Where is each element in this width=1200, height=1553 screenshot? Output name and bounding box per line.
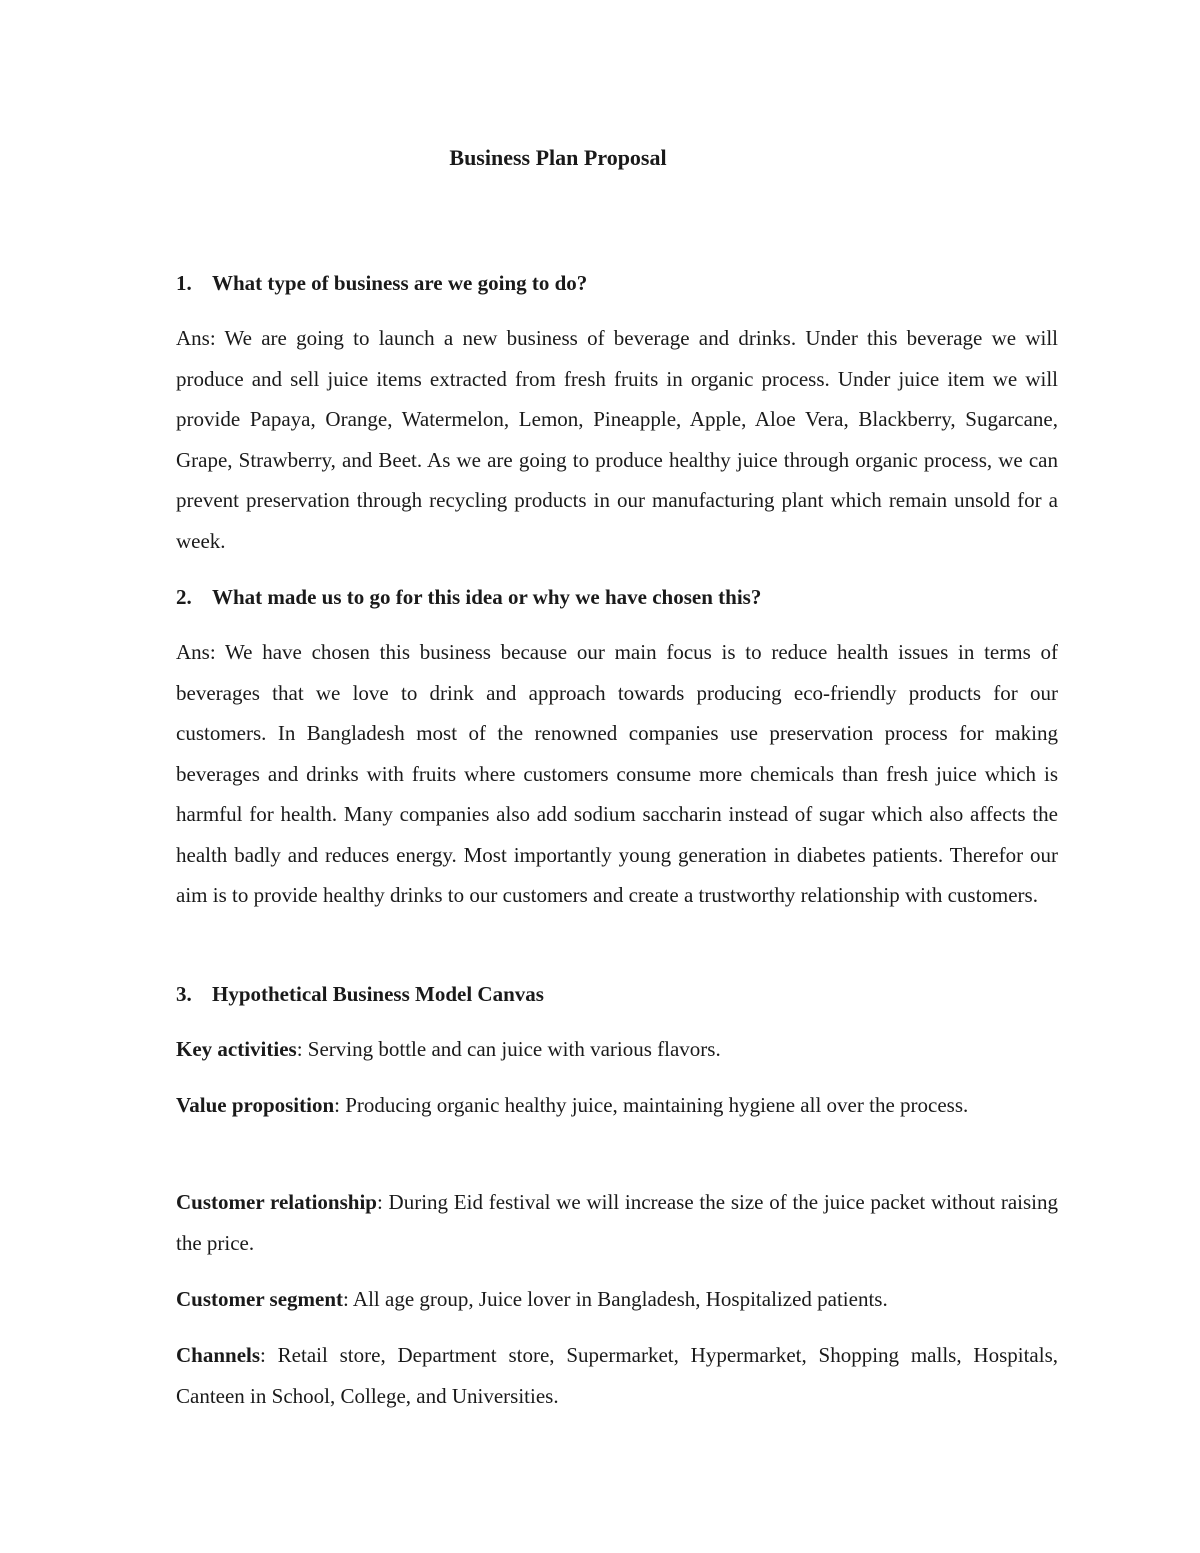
document-title: Business Plan Proposal xyxy=(449,145,667,170)
canvas-customer-relationship xyxy=(176,1182,1058,1263)
canvas-text: : During Eid festival we will increase the size of the juice packet without raising the price. xyxy=(176,1190,1059,1255)
section-2-heading xyxy=(176,582,1058,612)
canvas-term: Value proposition xyxy=(176,1093,335,1117)
canvas-channels xyxy=(176,1335,1058,1416)
section-1-heading xyxy=(176,268,1058,298)
canvas-value-proposition xyxy=(176,1085,1058,1126)
section-3-heading-text: Hypothetical Business Model Canvas xyxy=(212,982,544,1006)
canvas-text: : Producing organic healthy juice, maintaining hygiene all over the process. xyxy=(334,1093,969,1117)
section-1-number: 1. xyxy=(176,271,192,295)
canvas-term: Channels xyxy=(176,1343,261,1367)
canvas-key-activities xyxy=(176,1029,1058,1070)
canvas-term: Key activities xyxy=(176,1037,297,1061)
section-2-number: 2. xyxy=(176,585,192,609)
section-1-answer: Ans: We are going to launch a new business of beverage and drinks. Under this beverage we will produce and sell juice items extracted from fresh fruits in organic process. Under juice item we will provide Papaya, Orange, Watermelon, Lemon, Pineapple, Apple, Aloe Vera, Blackberry, Sugarcane, Grape, Strawberry, and Beet. As we are going to produce healthy juice through organic process, we can prevent preservation through recycling products in our manufacturing plant which remain unsold for a week. xyxy=(176,326,1058,553)
canvas-text: : All age group, Juice lover in Bangladesh, Hospitalized patients. xyxy=(343,1287,888,1311)
canvas-text: : Retail store, Department store, Supermarket, Hypermarket, Shopping malls, Hospitals, Canteen in School, College, and Universities. xyxy=(176,1343,1058,1408)
canvas-text: : Serving bottle and can juice with various flavors. xyxy=(296,1037,721,1061)
section-3-number: 3. xyxy=(176,982,192,1006)
section-1-heading-text: What type of business are we going to do? xyxy=(212,271,588,295)
section-2-heading-text: What made us to go for this idea or why we have chosen this? xyxy=(212,585,762,609)
canvas-term: Customer relationship xyxy=(176,1190,377,1214)
canvas-customer-segment xyxy=(176,1279,1058,1320)
canvas-term: Customer segment xyxy=(176,1287,343,1311)
section-2-answer: Ans: We have chosen this business because our main focus is to reduce health issues in terms of beverages that we love to drink and approach towards producing eco-friendly products for our customers. In Bangladesh most of the renowned companies use preservation process for making beverages and drinks with fruits where customers consume more chemicals than fresh juice which is harmful for health. Many companies also add sodium saccharin instead of sugar which also affects the health badly and reduces energy. Most importantly young generation in diabetes patients. Therefor our aim is to provide healthy drinks to our customers and create a trustworthy relationship with customers. xyxy=(176,640,1058,907)
section-3-heading xyxy=(176,979,1058,1009)
